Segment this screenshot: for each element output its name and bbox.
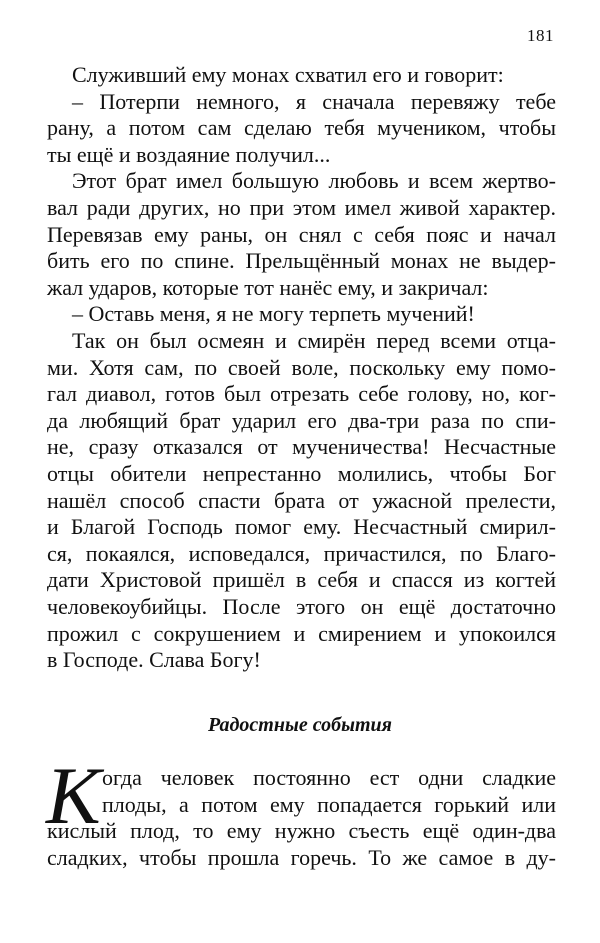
- text-line: – Потерпи немного, я сначала перевяжу тебе: [72, 88, 556, 114]
- text-line: кислый плод, то ему нужно съесть ещё один-два: [47, 818, 556, 844]
- text-line: рану, а потом сам сделаю тебя мучеником, чтобы: [47, 115, 556, 141]
- text-line: не, сразу отказался от мученичества! Несчастные: [47, 434, 556, 460]
- text-line: жал ударов, которые тот нанёс ему, и закричал:: [47, 274, 489, 300]
- text-line: да любящий брат ударил его два-три раза по спи-: [47, 407, 556, 433]
- text-line: ся, покаялся, исповедался, причастился, по Благо-: [47, 540, 556, 566]
- text-line: нашёл способ спасти брата от ужасной прелести,: [47, 487, 556, 513]
- text-line: ми. Хотя сам, по своей воле, поскольку ему помо-: [47, 354, 556, 380]
- text-line: гал диавол, готов был отрезать себе голову, но, ког-: [47, 381, 556, 407]
- text-line: и Благой Господь помог ему. Несчастный смирил-: [47, 514, 556, 540]
- text-line: Служивший ему монах схватил его и говорит:: [72, 62, 504, 87]
- text-line: отцы обители непрестанно молились, чтобы Бог: [47, 461, 556, 486]
- text-line: Так он был осмеян и смирён перед всеми отца-: [72, 328, 556, 353]
- text-line: вал ради других, но при этом имел живой характер.: [47, 195, 556, 220]
- text-line: Перевязав ему раны, он снял с себя пояс и начал: [47, 221, 556, 247]
- text-line: человекоубийцы. После этого он ещё достаточно: [47, 594, 556, 619]
- text-line: огда человек постоянно ест одни сладкие: [102, 765, 556, 790]
- text-line: ты ещё и воздаяние получил...: [47, 141, 331, 167]
- drop-cap: К: [46, 750, 101, 841]
- text-line: бить его по спине. Прельщённый монах не выдер-: [47, 248, 556, 274]
- text-line: в Господе. Слава Богу!: [47, 647, 261, 673]
- text-line: плоды, а потом ему попадается горький или: [102, 791, 556, 817]
- page-number: 181: [527, 26, 554, 45]
- text-line: сладких, чтобы прошла горечь. То же самое в ду-: [47, 844, 556, 870]
- text-line: прожил с сокрушением и смирением и упокоился: [47, 620, 556, 646]
- text-line: – Оставь меня, я не могу терпеть мучений!: [72, 301, 475, 327]
- text-line: дати Христовой пришёл в себя и спасся из когтей: [47, 567, 556, 593]
- text-line: Этот брат имел большую любовь и всем жертво-: [72, 168, 556, 194]
- section-heading: Радостные события: [208, 714, 392, 736]
